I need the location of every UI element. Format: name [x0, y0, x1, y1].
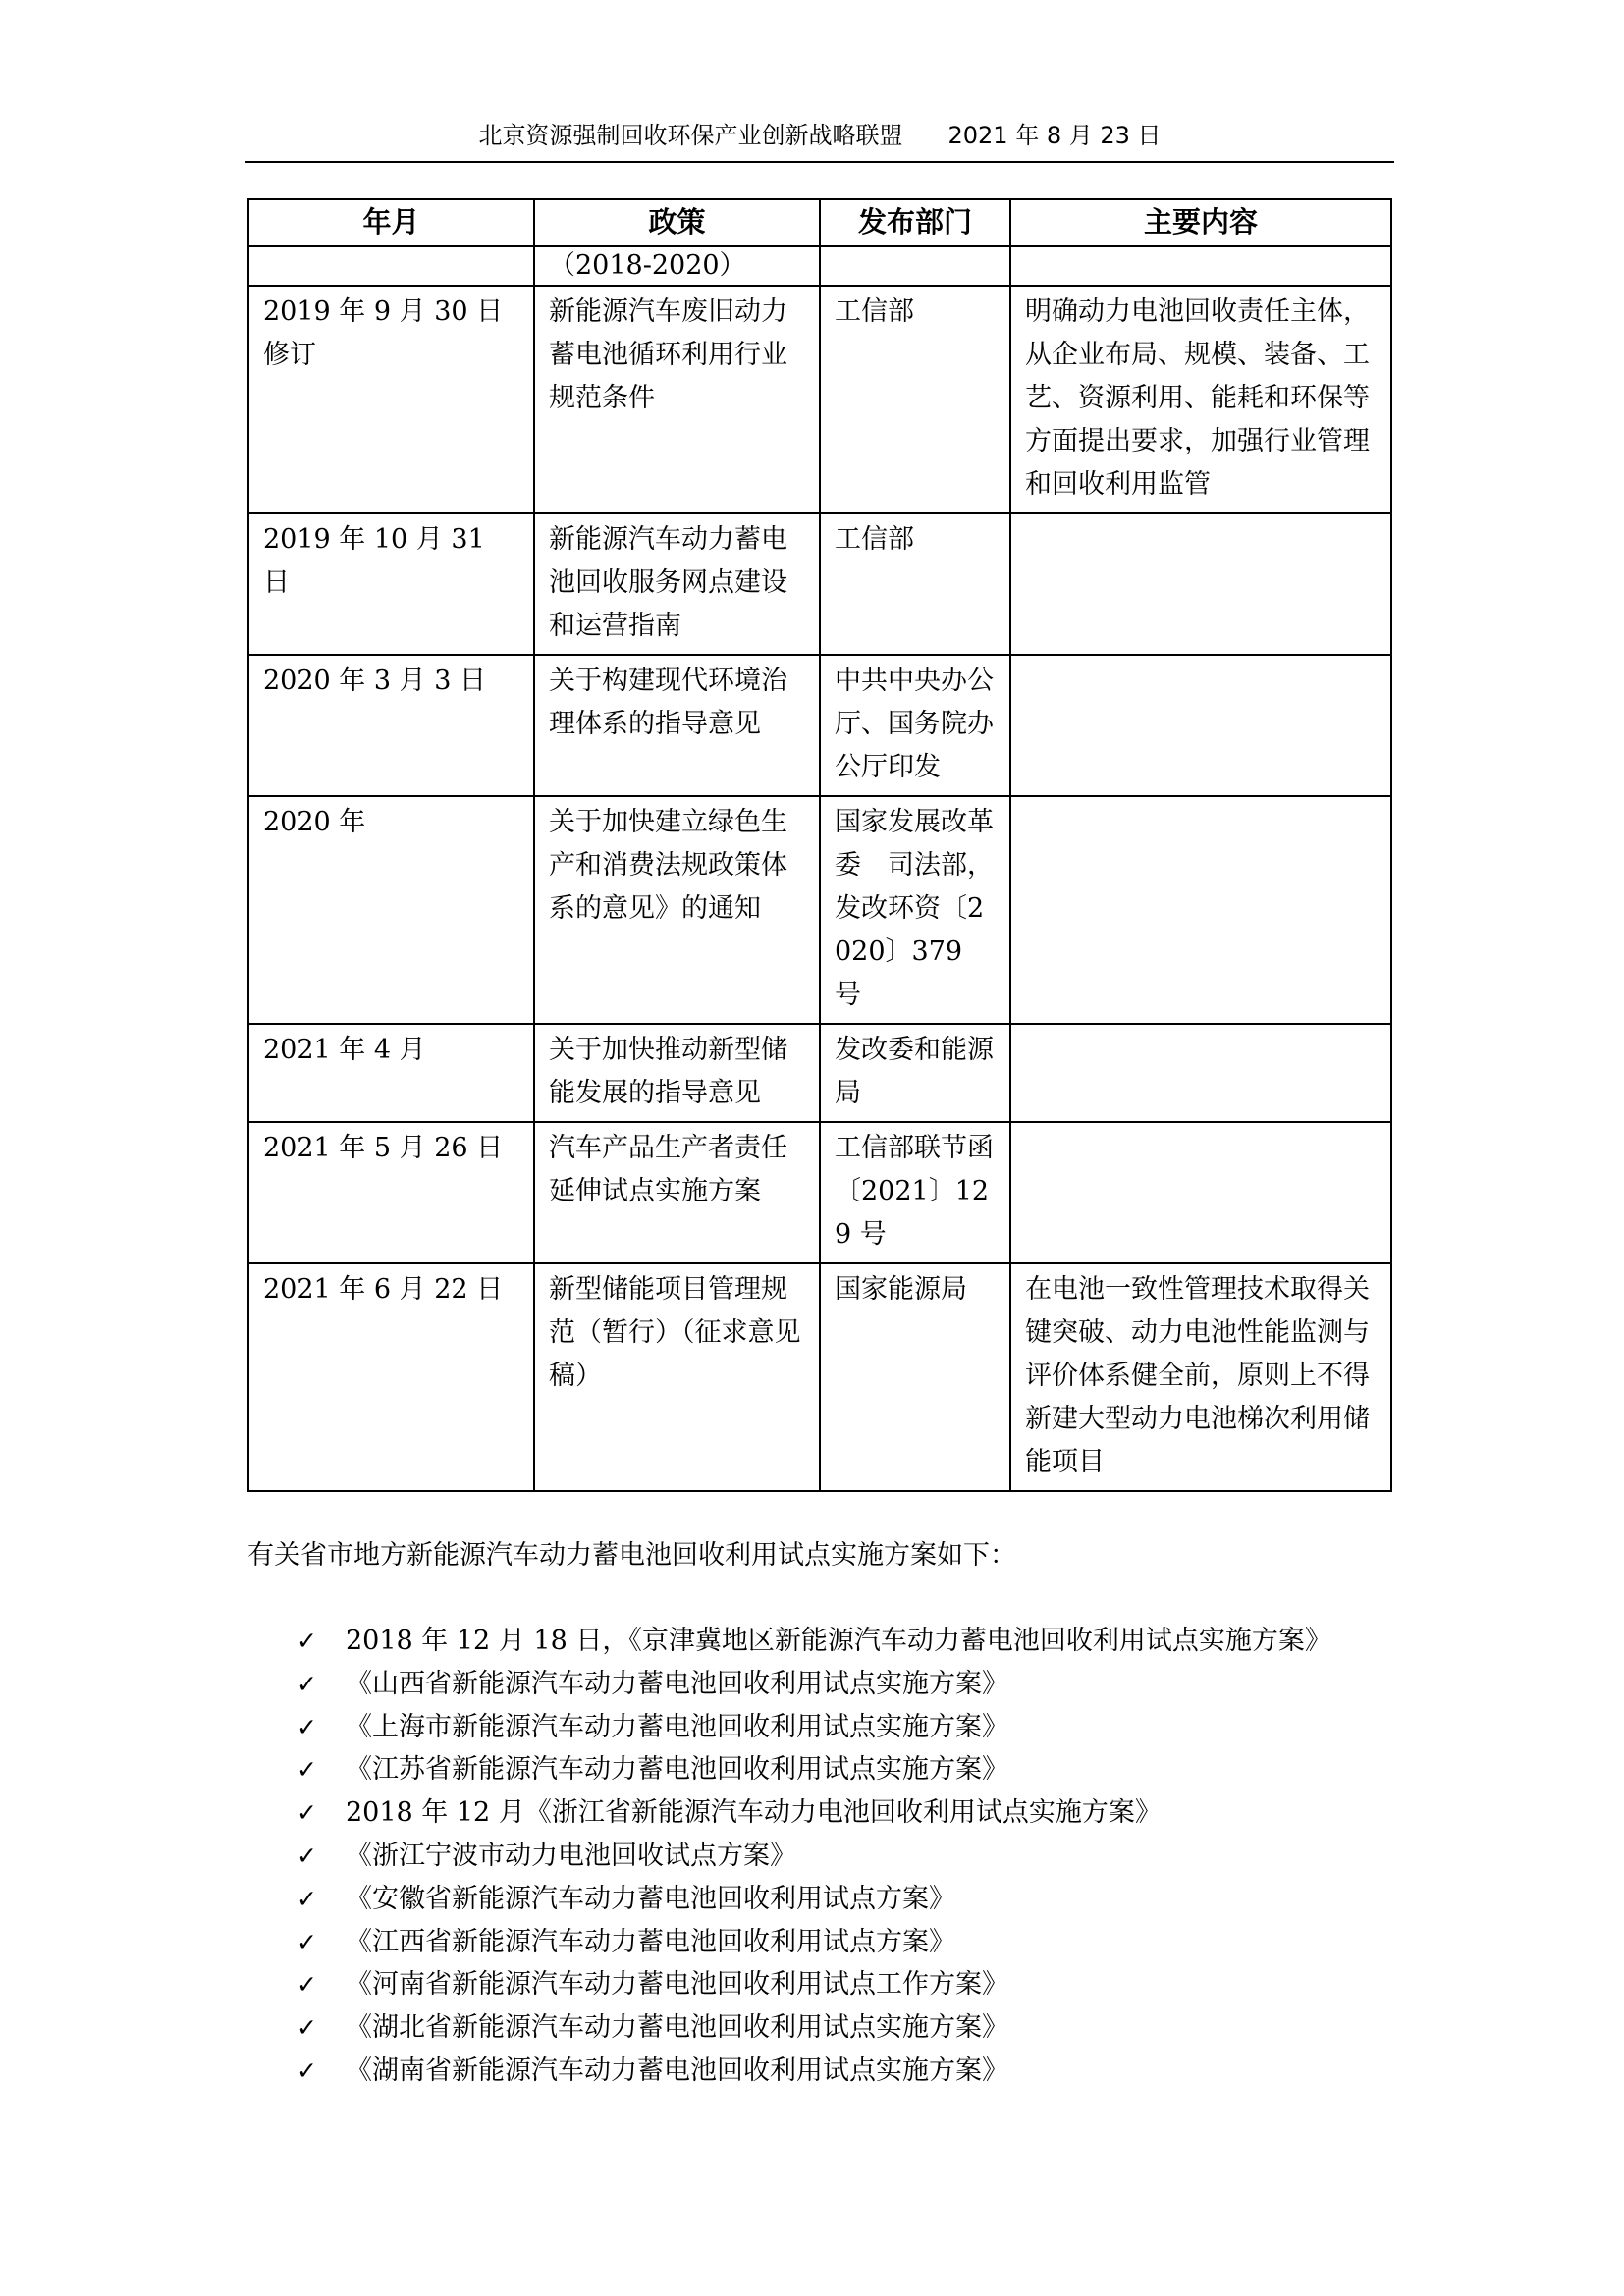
plan-text: 《湖北省新能源汽车动力蓄电池回收利用试点实施方案》: [346, 2012, 1008, 2044]
cell-content: 在电池一致性管理技术取得关键突破、动力电池性能监测与评价体系健全前，原则上不得新建大型动力电池梯次利用储能项目: [1010, 1263, 1391, 1491]
check-icon: ✓: [297, 1970, 317, 2000]
table-row: [248, 1024, 1391, 1122]
table-row: [248, 655, 1391, 796]
cell-dept: 工信部: [820, 286, 1010, 513]
cell-content: [1010, 655, 1391, 796]
cell-date: 2020 年: [248, 796, 534, 1024]
policy-table: [247, 198, 1392, 1492]
cell-dept: 工信部: [820, 513, 1010, 655]
header-org: 北京资源强制回收环保产业创新战略联盟: [478, 122, 903, 149]
check-icon: ✓: [297, 1669, 317, 1698]
column-header-dept: 发布部门: [820, 199, 1010, 246]
cell-content: [1010, 1024, 1391, 1122]
cell-date: 2019 年 9 月 30 日修订: [248, 286, 534, 513]
plan-text: 《上海市新能源汽车动力蓄电池回收利用试点实施方案》: [346, 1711, 1008, 1742]
cell-policy: （2018-2020）: [534, 246, 820, 286]
intro-paragraph: 有关省市地方新能源汽车动力蓄电池回收利用试点实施方案如下：: [247, 1540, 1016, 1571]
list-item: [297, 1880, 1396, 1923]
cell-content: 明确动力电池回收责任主体，从企业布局、规模、装备、工艺、资源利用、能耗和环保等方面提出要求，加强行业管理和回收利用监管: [1010, 286, 1391, 513]
list-item: [297, 1708, 1396, 1751]
cell-policy: 汽车产品生产者责任延伸试点实施方案: [534, 1122, 820, 1263]
plan-list: [297, 1622, 1396, 2095]
cell-policy: 新能源汽车动力蓄电池回收服务网点建设和运营指南: [534, 513, 820, 655]
list-item: [297, 2052, 1396, 2095]
list-item: [297, 2008, 1396, 2052]
table-row: [248, 246, 1391, 286]
cell-content: [1010, 513, 1391, 655]
table-row: [248, 513, 1391, 655]
plan-text: 《江苏省新能源汽车动力蓄电池回收利用试点实施方案》: [346, 1754, 1008, 1786]
cell-content: [1010, 796, 1391, 1024]
cell-date: 2020 年 3 月 3 日: [248, 655, 534, 796]
cell-dept: 国家发展改革委 司法部，发改环资〔2020〕379 号: [820, 796, 1010, 1024]
column-header-content: 主要内容: [1010, 199, 1391, 246]
plan-text: 《江西省新能源汽车动力蓄电池回收利用试点方案》: [346, 1926, 955, 1957]
check-icon: ✓: [297, 2013, 317, 2043]
plan-text: 《安徽省新能源汽车动力蓄电池回收利用试点方案》: [346, 1883, 955, 1914]
table-header-row: [248, 199, 1391, 246]
cell-policy: 关于加快推动新型储能发展的指导意见: [534, 1024, 820, 1122]
list-item: [297, 1750, 1396, 1793]
cell-dept: 中共中央办公厅、国务院办公厅印发: [820, 655, 1010, 796]
table-row: [248, 1122, 1391, 1263]
check-icon: ✓: [297, 1884, 317, 1913]
list-item: [297, 1923, 1396, 1966]
list-item: [297, 1665, 1396, 1708]
plan-text: 《湖南省新能源汽车动力蓄电池回收利用试点实施方案》: [346, 2055, 1008, 2086]
cell-dept: [820, 246, 1010, 286]
cell-dept: 工信部联节函〔2021〕129 号: [820, 1122, 1010, 1263]
plan-text: 2018 年 12 月《浙江省新能源汽车动力电池回收利用试点实施方案》: [346, 1797, 1162, 1829]
check-icon: ✓: [297, 1841, 317, 1870]
cell-dept: 国家能源局: [820, 1263, 1010, 1491]
column-header-date: 年月: [248, 199, 534, 246]
check-icon: ✓: [297, 1927, 317, 1956]
table-row: [248, 1263, 1391, 1491]
cell-date: 2021 年 4 月: [248, 1024, 534, 1122]
check-icon: ✓: [297, 1798, 317, 1828]
cell-date: [248, 246, 534, 286]
cell-policy: 新能源汽车废旧动力蓄电池循环利用行业规范条件: [534, 286, 820, 513]
cell-date: 2021 年 5 月 26 日: [248, 1122, 534, 1263]
list-item: [297, 1793, 1396, 1837]
page-header: [245, 116, 1394, 163]
cell-content: [1010, 1122, 1391, 1263]
plan-text: 《浙江宁波市动力电池回收试点方案》: [346, 1840, 796, 1871]
cell-dept: 发改委和能源局: [820, 1024, 1010, 1122]
column-header-policy: 政策: [534, 199, 820, 246]
check-icon: ✓: [297, 1627, 317, 1655]
cell-policy: 新型储能项目管理规范（暂行）（征求意见稿）: [534, 1263, 820, 1491]
plan-text: 2018 年 12 月 18 日，《京津冀地区新能源汽车动力蓄电池回收利用试点实施方案》: [346, 1626, 1331, 1656]
list-item: [297, 1622, 1396, 1665]
plan-text: 《河南省新能源汽车动力蓄电池回收利用试点工作方案》: [346, 1969, 1008, 2001]
table-row: [248, 286, 1391, 513]
plan-text: 《山西省新能源汽车动力蓄电池回收利用试点实施方案》: [346, 1668, 1008, 1699]
header-date: 2021 年 8 月 23 日: [947, 122, 1162, 149]
list-item: [297, 1965, 1396, 2008]
check-icon: ✓: [297, 2056, 317, 2085]
cell-content: [1010, 246, 1391, 286]
cell-date: 2019 年 10 月 31 日: [248, 513, 534, 655]
cell-policy: 关于构建现代环境治理体系的指导意见: [534, 655, 820, 796]
cell-policy: 关于加快建立绿色生产和消费法规政策体系的意见》的通知: [534, 796, 820, 1024]
cell-date: 2021 年 6 月 22 日: [248, 1263, 534, 1491]
list-item: [297, 1837, 1396, 1880]
table-row: [248, 796, 1391, 1024]
check-icon: ✓: [297, 1755, 317, 1785]
check-icon: ✓: [297, 1712, 317, 1741]
